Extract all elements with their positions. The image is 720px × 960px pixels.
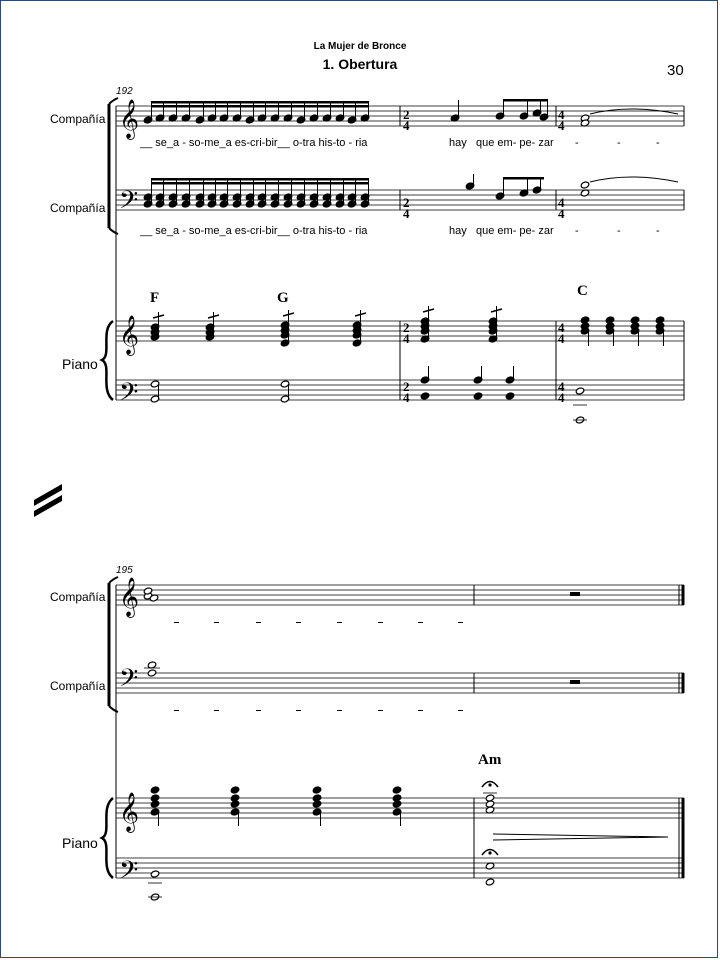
lyric-hyphen: - bbox=[575, 137, 579, 149]
notehead bbox=[392, 800, 401, 808]
chord-symbol: C bbox=[577, 283, 588, 299]
svg-text:2: 2 bbox=[403, 379, 410, 394]
svg-text:4: 4 bbox=[558, 195, 565, 210]
lyric-hyphen-mark bbox=[256, 710, 261, 711]
notehead bbox=[505, 392, 514, 400]
notehead bbox=[420, 392, 429, 400]
lyric-hyphen: - bbox=[575, 225, 579, 237]
notehead bbox=[580, 181, 589, 189]
lyric-hyphen-mark bbox=[337, 622, 342, 623]
system-separator-mark bbox=[34, 484, 62, 517]
svg-text:4: 4 bbox=[558, 320, 565, 335]
svg-text:4: 4 bbox=[403, 390, 410, 405]
beam bbox=[503, 177, 544, 180]
lyric-hyphen-mark bbox=[458, 622, 463, 623]
show-title: La Mujer de Bronce bbox=[313, 41, 407, 52]
notehead bbox=[150, 870, 159, 878]
svg-text:𝄞: 𝄞 bbox=[119, 792, 140, 832]
measure-number: 192 bbox=[116, 86, 133, 97]
tie bbox=[590, 177, 678, 182]
lyric-line: __ se_a - so-me_a es-cri-bir__ o-tra his-to - ria bbox=[140, 137, 368, 149]
lyric-hyphen-mark bbox=[296, 710, 301, 711]
svg-text:4: 4 bbox=[558, 206, 565, 221]
lyric-hyphen-mark bbox=[174, 622, 179, 623]
svg-text:𝄢: 𝄢 bbox=[119, 856, 139, 891]
lyric-hyphen-mark bbox=[418, 710, 423, 711]
notehead bbox=[485, 878, 494, 886]
svg-text:4: 4 bbox=[558, 107, 565, 122]
lyric-hyphen-mark bbox=[296, 622, 301, 623]
beam bbox=[151, 101, 369, 104]
svg-text:2: 2 bbox=[403, 195, 410, 210]
notehead bbox=[312, 800, 321, 808]
lyric-syllable: que em- pe- zar bbox=[476, 225, 554, 237]
notehead bbox=[312, 786, 321, 794]
notehead bbox=[147, 669, 156, 677]
notehead bbox=[575, 387, 584, 395]
lyric-hyphen-mark bbox=[418, 622, 423, 623]
lyric-hyphen: - bbox=[617, 137, 621, 149]
lyric-hyphen-mark bbox=[337, 710, 342, 711]
tie bbox=[590, 109, 678, 114]
lyric-line: __ se_a - so-me_a es-cri-bir__ o-tra his-to - ria bbox=[140, 225, 368, 237]
whole-rest bbox=[570, 680, 580, 684]
svg-text:𝄢: 𝄢 bbox=[119, 664, 139, 699]
lyric-syllable: hay bbox=[449, 137, 467, 149]
notehead bbox=[230, 786, 239, 794]
notehead bbox=[150, 786, 159, 794]
staff-label-piano: Piano bbox=[62, 835, 98, 851]
svg-text:𝄞: 𝄞 bbox=[119, 577, 140, 617]
bracket-hook bbox=[109, 577, 118, 583]
lyric-hyphen-mark bbox=[378, 622, 383, 623]
svg-text:4: 4 bbox=[403, 331, 410, 346]
notehead bbox=[392, 786, 401, 794]
beam bbox=[151, 178, 369, 181]
lyric-hyphen-mark bbox=[214, 622, 219, 623]
bracket-hook bbox=[109, 228, 118, 234]
staff-label-piano: Piano bbox=[62, 356, 98, 372]
lyric-hyphen: - bbox=[617, 225, 621, 237]
svg-text:4: 4 bbox=[558, 118, 565, 133]
svg-text:𝄢: 𝄢 bbox=[119, 378, 139, 413]
svg-text:4: 4 bbox=[403, 118, 410, 133]
beam bbox=[503, 99, 548, 102]
svg-text:𝄞: 𝄞 bbox=[119, 99, 140, 139]
beam bbox=[151, 182, 369, 185]
chord-symbol: F bbox=[150, 290, 160, 306]
page-number: 30 bbox=[667, 62, 684, 79]
measure-number: 195 bbox=[116, 565, 133, 576]
staff-label-bass: Compañía bbox=[50, 201, 106, 215]
lyric-hyphen: - bbox=[656, 225, 660, 237]
notehead bbox=[230, 800, 239, 808]
lyric-syllable: que em- pe- zar bbox=[476, 137, 554, 149]
staff-label-soprano: Compañía bbox=[50, 590, 106, 604]
svg-text:2: 2 bbox=[403, 107, 410, 122]
chord-symbol: G bbox=[277, 290, 289, 306]
lyric-syllable: hay bbox=[449, 225, 467, 237]
notehead bbox=[150, 800, 159, 808]
notes bbox=[143, 99, 678, 901]
lyric-hyphen-mark bbox=[256, 622, 261, 623]
time-signatures bbox=[403, 107, 565, 405]
svg-text:𝄞: 𝄞 bbox=[119, 315, 140, 355]
svg-text:4: 4 bbox=[558, 331, 565, 346]
bracket-hook bbox=[109, 706, 118, 712]
svg-text:𝄢: 𝄢 bbox=[119, 186, 139, 221]
lyric-hyphen-mark bbox=[214, 710, 219, 711]
notehead bbox=[473, 392, 482, 400]
bracket-hook bbox=[109, 98, 118, 104]
clefs bbox=[119, 99, 139, 891]
svg-text:2: 2 bbox=[403, 320, 410, 335]
svg-text:4: 4 bbox=[558, 379, 565, 394]
piano-brace bbox=[102, 798, 113, 878]
chord-symbol: Am bbox=[478, 752, 502, 768]
staff-label-soprano: Compañía bbox=[50, 112, 106, 126]
lyric-extension bbox=[174, 622, 463, 711]
staff-label-bass: Compañía bbox=[50, 679, 106, 693]
svg-text:4: 4 bbox=[558, 390, 565, 405]
piano-brace bbox=[102, 321, 113, 400]
lyric-hyphen-mark bbox=[174, 710, 179, 711]
lyric-hyphen-mark bbox=[458, 710, 463, 711]
staves bbox=[102, 98, 684, 878]
lyric-hyphen-mark bbox=[378, 710, 383, 711]
movement-title: 1. Obertura bbox=[322, 56, 398, 72]
svg-text:4: 4 bbox=[403, 206, 410, 221]
beam bbox=[151, 105, 369, 108]
whole-rest bbox=[570, 592, 580, 596]
decrescendo-hairpin bbox=[493, 834, 668, 840]
lyric-hyphen: - bbox=[656, 137, 660, 149]
